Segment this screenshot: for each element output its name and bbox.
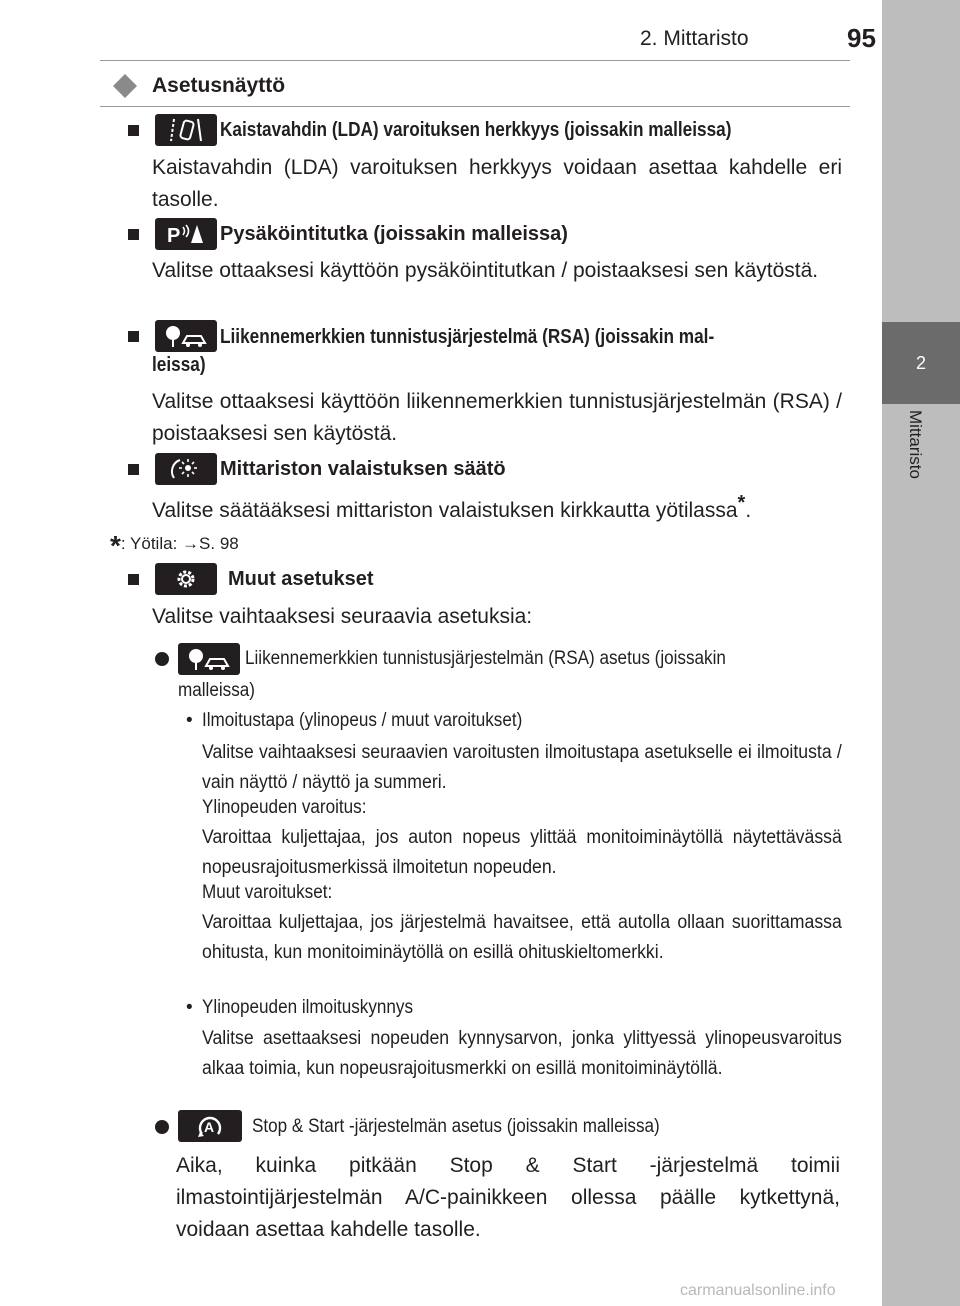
- footnote-marker: *: [110, 530, 121, 561]
- square-bullet-icon: [128, 125, 139, 136]
- parking-sensor-icon: [155, 218, 217, 250]
- parking-body: Valitse ottaaksesi käyttöön pysäköintitutkan / poistaaksesi sen käytöstä.: [152, 259, 819, 282]
- watermark-url: carmanualsonline.info: [680, 1282, 836, 1299]
- bullet-dot-small: •: [186, 997, 193, 1018]
- square-bullet-icon: [128, 331, 139, 342]
- square-bullet-icon: [128, 229, 139, 240]
- parking-title: Pysäköintitutka (joissakin malleissa): [220, 223, 568, 245]
- circle-bullet-icon: [155, 652, 169, 666]
- header-divider: [100, 60, 850, 61]
- notification-method-desc: Valitse vaihtaaksesi seuraavien varoitusten ilmoitustapa asetukselle ei ilmoitusta / vain näyttö / näyttö ja summeri.: [202, 742, 842, 793]
- rsa-title-line2: leissa): [152, 354, 206, 376]
- threshold-heading: Ylinopeuden ilmoituskynnys: [202, 997, 414, 1018]
- bullet-dot-small: •: [186, 710, 193, 731]
- illumination-title: Mittariston valaistuksen säätö: [220, 458, 506, 480]
- meter-illumination-icon: [155, 453, 217, 485]
- side-tab-chapter-number: 2: [882, 322, 960, 404]
- arrow-right-icon: →: [182, 534, 200, 553]
- section-title: Asetusnäyttö: [152, 74, 286, 97]
- stop-start-body: Aika, kuinka pitkään Stop & Start -järjestelmä toimii ilmastointijärjestelmän A/C-painikkeen ollessa päälle kytkettynä, voidaan asettaa kahdelle tasolle.: [176, 1154, 840, 1241]
- diamond-bullet-icon: [112, 73, 138, 99]
- gear-icon: [155, 563, 217, 595]
- footnote-text: : Yötila:: [120, 534, 183, 553]
- footnote-asterisk: *: [737, 492, 746, 514]
- illumination-period: .: [745, 499, 752, 522]
- page-number: 95: [847, 23, 876, 53]
- footnote: [110, 530, 239, 562]
- svg-text:P: P: [167, 225, 181, 247]
- notification-method-heading: Ilmoitustapa (ylinopeus / muut varoitukset): [202, 710, 523, 731]
- footnote-page-ref[interactable]: S. 98: [199, 534, 239, 553]
- section-divider: [100, 106, 850, 107]
- square-bullet-icon: [128, 464, 139, 475]
- other-warnings-desc: Varoittaa kuljettajaa, jos järjestelmä havaitsee, että autolla ollaan suorittamassa ohitusta, kun monitoiminäytöllä on esillä ohituskieltomerkki.: [202, 912, 842, 963]
- illumination-body-row: [152, 492, 751, 523]
- side-tab-label: Mittaristo: [906, 410, 925, 479]
- rsa-setting-title-line2: malleissa): [178, 680, 255, 701]
- side-tab-upper: [882, 0, 960, 322]
- lda-title: Kaistavahdin (LDA) varoituksen herkkyys (joissakin malleissa): [220, 119, 732, 141]
- rsa-title-line1: Liikennemerkkien tunnistusjärjestelmä (RSA) (joissakin mal-: [220, 326, 715, 348]
- side-tab-lower: [882, 404, 960, 1306]
- overspeed-warning-label: Ylinopeuden varoitus:: [202, 797, 367, 818]
- stop-start-icon: [178, 1110, 242, 1142]
- other-warnings-label: Muut varoitukset:: [202, 882, 333, 903]
- stop-start-title: Stop & Start -järjestelmän asetus (joissakin malleissa): [252, 1116, 660, 1137]
- circle-bullet-icon: [155, 1120, 169, 1134]
- illumination-body: Valitse säätääksesi mittariston valaistuksen kirkkautta yötilassa: [152, 499, 738, 522]
- overspeed-warning-desc: Varoittaa kuljettajaa, jos auton nopeus ylittää monitoiminäytöllä näytettävässä nopeusrajoitusmerkissä ilmoitetun nopeuden.: [202, 827, 842, 878]
- lda-body: Kaistavahdin (LDA) varoituksen herkkyys voidaan asettaa kahdelle eri tasolle.: [152, 156, 842, 211]
- threshold-desc: Valitse asettaaksesi nopeuden kynnysarvon, jonka ylittyessä ylinopeusvaroitus alkaa toimia, kun nopeusrajoitusmerkki on esillä monitoiminäytöllä.: [202, 1028, 842, 1079]
- road-sign-assist-icon: [178, 643, 240, 675]
- other-settings-title: Muut asetukset: [228, 568, 374, 590]
- header-section-title: 2. Mittaristo: [640, 27, 749, 50]
- square-bullet-icon: [128, 574, 139, 585]
- rsa-body: Valitse ottaaksesi käyttöön liikennemerkkien tunnistusjärjestelmän (RSA) / poistaaksesi sen käytöstä.: [152, 390, 842, 445]
- road-sign-assist-icon: [155, 320, 217, 352]
- lane-departure-icon: [155, 114, 217, 146]
- other-settings-body: Valitse vaihtaaksesi seuraavia asetuksia:: [152, 605, 533, 628]
- svg-text:A: A: [204, 1119, 215, 1135]
- rsa-setting-title-line1: Liikennemerkkien tunnistusjärjestelmän (RSA) asetus (joissakin: [245, 648, 726, 669]
